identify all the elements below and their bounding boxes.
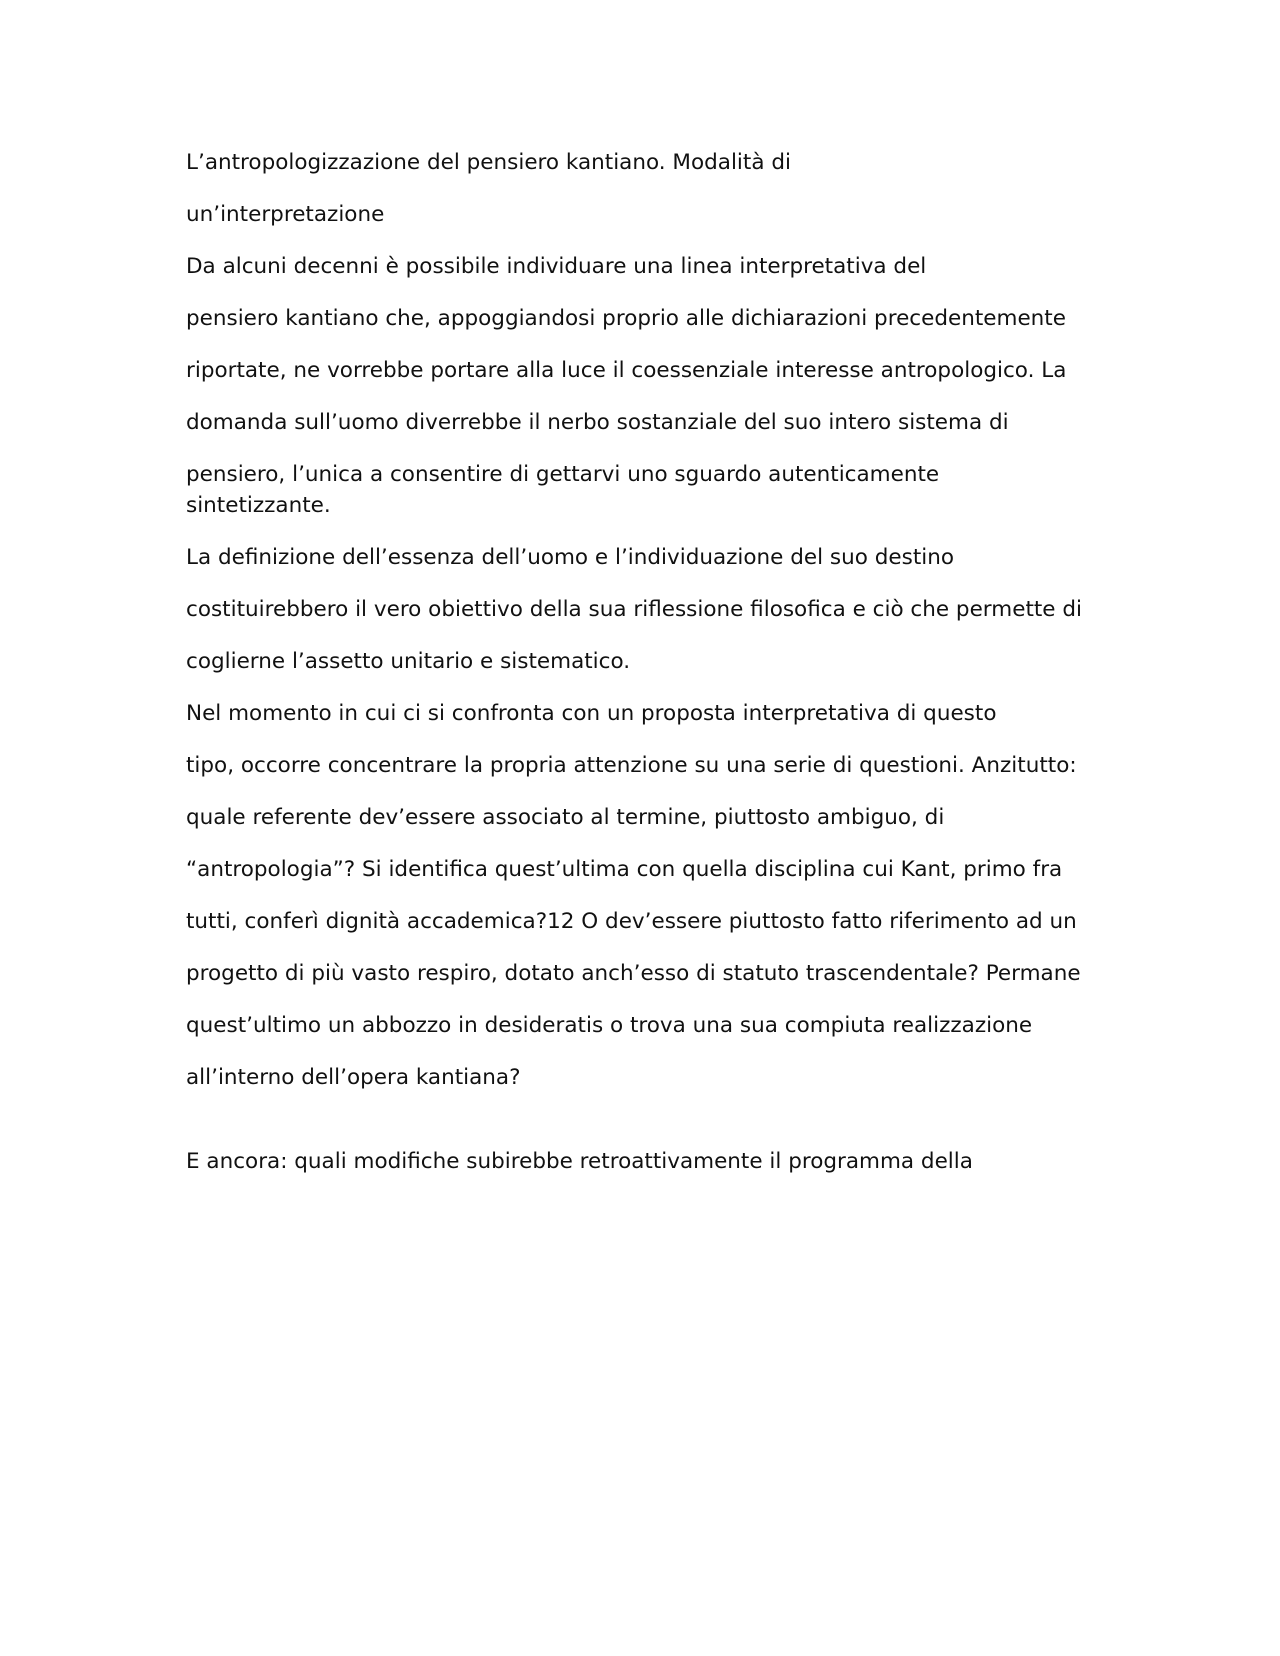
- paragraph-line: pensiero, l’unica a consentire di gettarvi uno sguardo autenticamente sintetizzante.: [186, 462, 940, 518]
- paragraph-line: pensiero kantiano che, appoggiandosi proprio alle dichiarazioni precedentemente: [186, 306, 1066, 331]
- document-body: [186, 147, 1086, 1198]
- paragraph-line: all’interno dell’opera kantiana?: [186, 1065, 521, 1090]
- paragraph-line: “antropologia”? Si identifica quest’ultima con quella disciplina cui Kant, primo fra: [186, 857, 1063, 882]
- heading-line-2: un’interpretazione: [186, 202, 385, 227]
- paragraph-line: E ancora: quali modifiche subirebbe retroattivamente il programma della: [186, 1149, 973, 1174]
- paragraph-line: Da alcuni decenni è possibile individuare una linea interpretativa del: [186, 254, 927, 279]
- paragraph-line: progetto di più vasto respiro, dotato anch’esso di statuto trascendentale? Permane: [186, 961, 1081, 986]
- paragraph-line: La definizione dell’essenza dell’uomo e l’individuazione del suo destino: [186, 545, 955, 570]
- paragraph-line: tutti, conferì dignità accademica?12 O dev’essere piuttosto fatto riferimento ad un: [186, 909, 1077, 934]
- paragraph-line: quest’ultimo un abbozzo in desideratis o trova una sua compiuta realizzazione: [186, 1013, 1033, 1038]
- paragraph-line: domanda sull’uomo diverrebbe il nerbo sostanziale del suo intero sistema di: [186, 410, 1009, 435]
- paragraph-line: quale referente dev’essere associato al termine, piuttosto ambiguo, di: [186, 805, 945, 830]
- heading-line-1: L’antropologizzazione del pensiero kantiano. Modalità di: [186, 150, 791, 175]
- paragraph-line: costituirebbero il vero obiettivo della sua riflessione filosofica e ciò che permette di: [186, 597, 1082, 622]
- paragraph-line: riportate, ne vorrebbe portare alla luce il coessenziale interesse antropologico. La: [186, 358, 1067, 383]
- paragraph-line: coglierne l’assetto unitario e sistematico.: [186, 649, 631, 674]
- paragraph-line: Nel momento in cui ci si confronta con un proposta interpretativa di questo: [186, 701, 997, 726]
- paragraph-line: tipo, occorre concentrare la propria attenzione su una serie di questioni. Anzitutto:: [186, 753, 1077, 778]
